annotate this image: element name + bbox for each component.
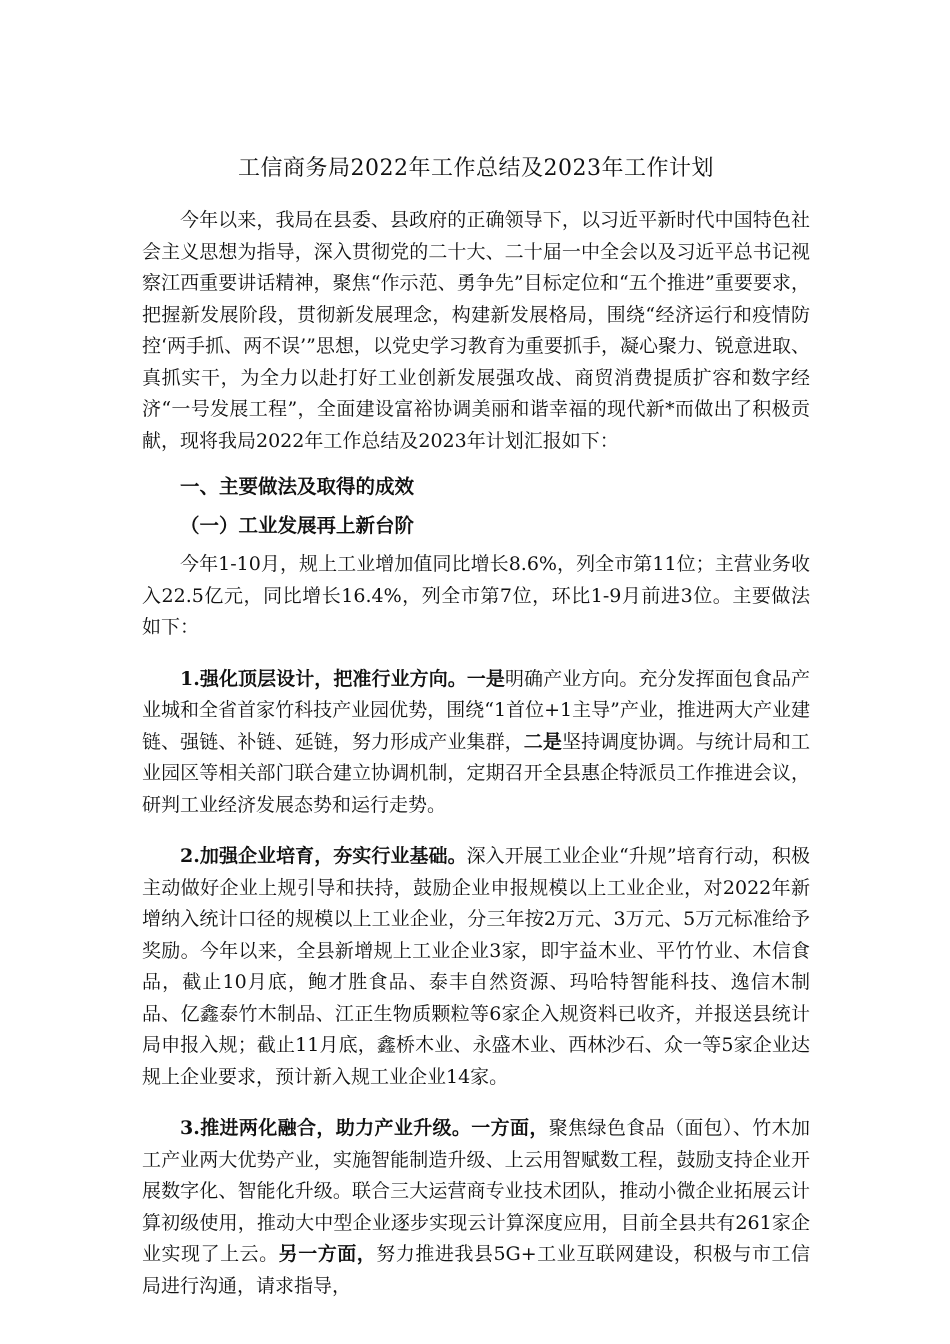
item-1-paragraph	[142, 664, 810, 822]
item-3-text-1: 聚焦绿色食品（面包）、竹木加工产业两大优势产业，实施智能制造升级、上云用智赋数工程，鼓励支持企业开展数字化、智能化升级。联合三大运营商专业技术团队，推动小微企业拓展云计算初级使用，推动大中型企业逐步实现云计算深度应用，目前全县共有261家企业实现了上云。	[142, 1117, 810, 1265]
item-2-lead: 2.加强企业培育，夯实行业基础。	[180, 845, 467, 867]
item-3-keyword-1: 一方面，	[471, 1117, 549, 1139]
item-1-keyword-1: 一是	[466, 667, 505, 690]
item-1-text-1: 明确产业方向。充分发挥面包食品产业城和全省首家竹科技产业园优势，围绕“1首位+1主导”产业，推进两大产业建链、强链、补链、延链，努力形成产业集群，	[142, 667, 810, 753]
item-1-keyword-2: 二是	[523, 730, 562, 753]
item-1-text-2: 坚持调度协调。与统计局和工业园区等相关部门联合建立协调机制，定期召开全县惠企特派员工作推进会议，研判工业经济发展态势和运行走势。	[142, 730, 810, 816]
document-title: 工信商务局2022年工作总结及2023年工作计划	[238, 156, 714, 181]
subsection-heading: （一）工业发展再上新台阶	[180, 513, 415, 537]
item-3-keyword-2: 另一方面，	[278, 1243, 377, 1265]
item-2-paragraph	[142, 841, 810, 1093]
item-3-text-2: 努力推进我县5G+工业互联网建设，积极与市工信局进行沟通，请求指导，	[142, 1243, 810, 1297]
item-1-lead: 1.强化顶层设计，把准行业方向。	[180, 667, 467, 690]
item-2-text: 深入开展工业企业“升规”培育行动，积极主动做好企业上规引导和扶持，鼓励企业申报规模以上工业企业，对2022年新增纳入统计口径的规模以上工业企业，分三年按2万元、3万元、5万元标准给予奖励。今年以来，全县新增规上工业企业3家，即宇益木业、平竹竹业、木信食品，截止10月底，鲍才胜食品、泰丰自然资源、玛哈特智能科技、逸信木制品、亿鑫泰竹木制品、江正生物质颗粒等6家企入规资料已收齐，并报送县统计局申报入规；截止11月底，鑫桥木业、永盛木业、西林沙石、众一等5家企业达规上企业要求，预计新入规工业企业14家。	[142, 845, 810, 1088]
item-3-lead: 3.推进两化融合，助力产业升级。	[180, 1117, 472, 1139]
section-heading: 一、主要做法及取得的成效	[180, 475, 415, 498]
subsection-intro-paragraph: 今年1-10月，规上工业增加值同比增长8.6%，列全市第11位；主营业务收入22.5亿元，同比增长16.4%，列全市第7位，环比1-9月前进3位。主要做法如下：	[142, 553, 810, 638]
item-3-paragraph	[142, 1113, 810, 1302]
document-body	[142, 152, 810, 1302]
intro-paragraph: 今年以来，我局在县委、县政府的正确领导下，以习近平新时代中国特色社会主义思想为指导，深入贯彻党的二十大、二十届一中全会以及习近平总书记视察江西重要讲话精神，聚焦“作示范、勇争先”目标定位和“五个推进”重要要求，把握新发展阶段，贯彻新发展理念，构建新发展格局，围绕“经济运行和疫情防控‘两手抓、两不误’”思想，以党史学习教育为重要抓手，凝心聚力、锐意进取、真抓实干，为全力以赴打好工业创新发展强攻战、商贸消费提质扩容和数字经济“一号发展工程”，全面建设富裕协调美丽和谐幸福的现代新*而做出了积极贡献，现将我局2022年工作总结及2023年计划汇报如下：	[142, 209, 810, 452]
